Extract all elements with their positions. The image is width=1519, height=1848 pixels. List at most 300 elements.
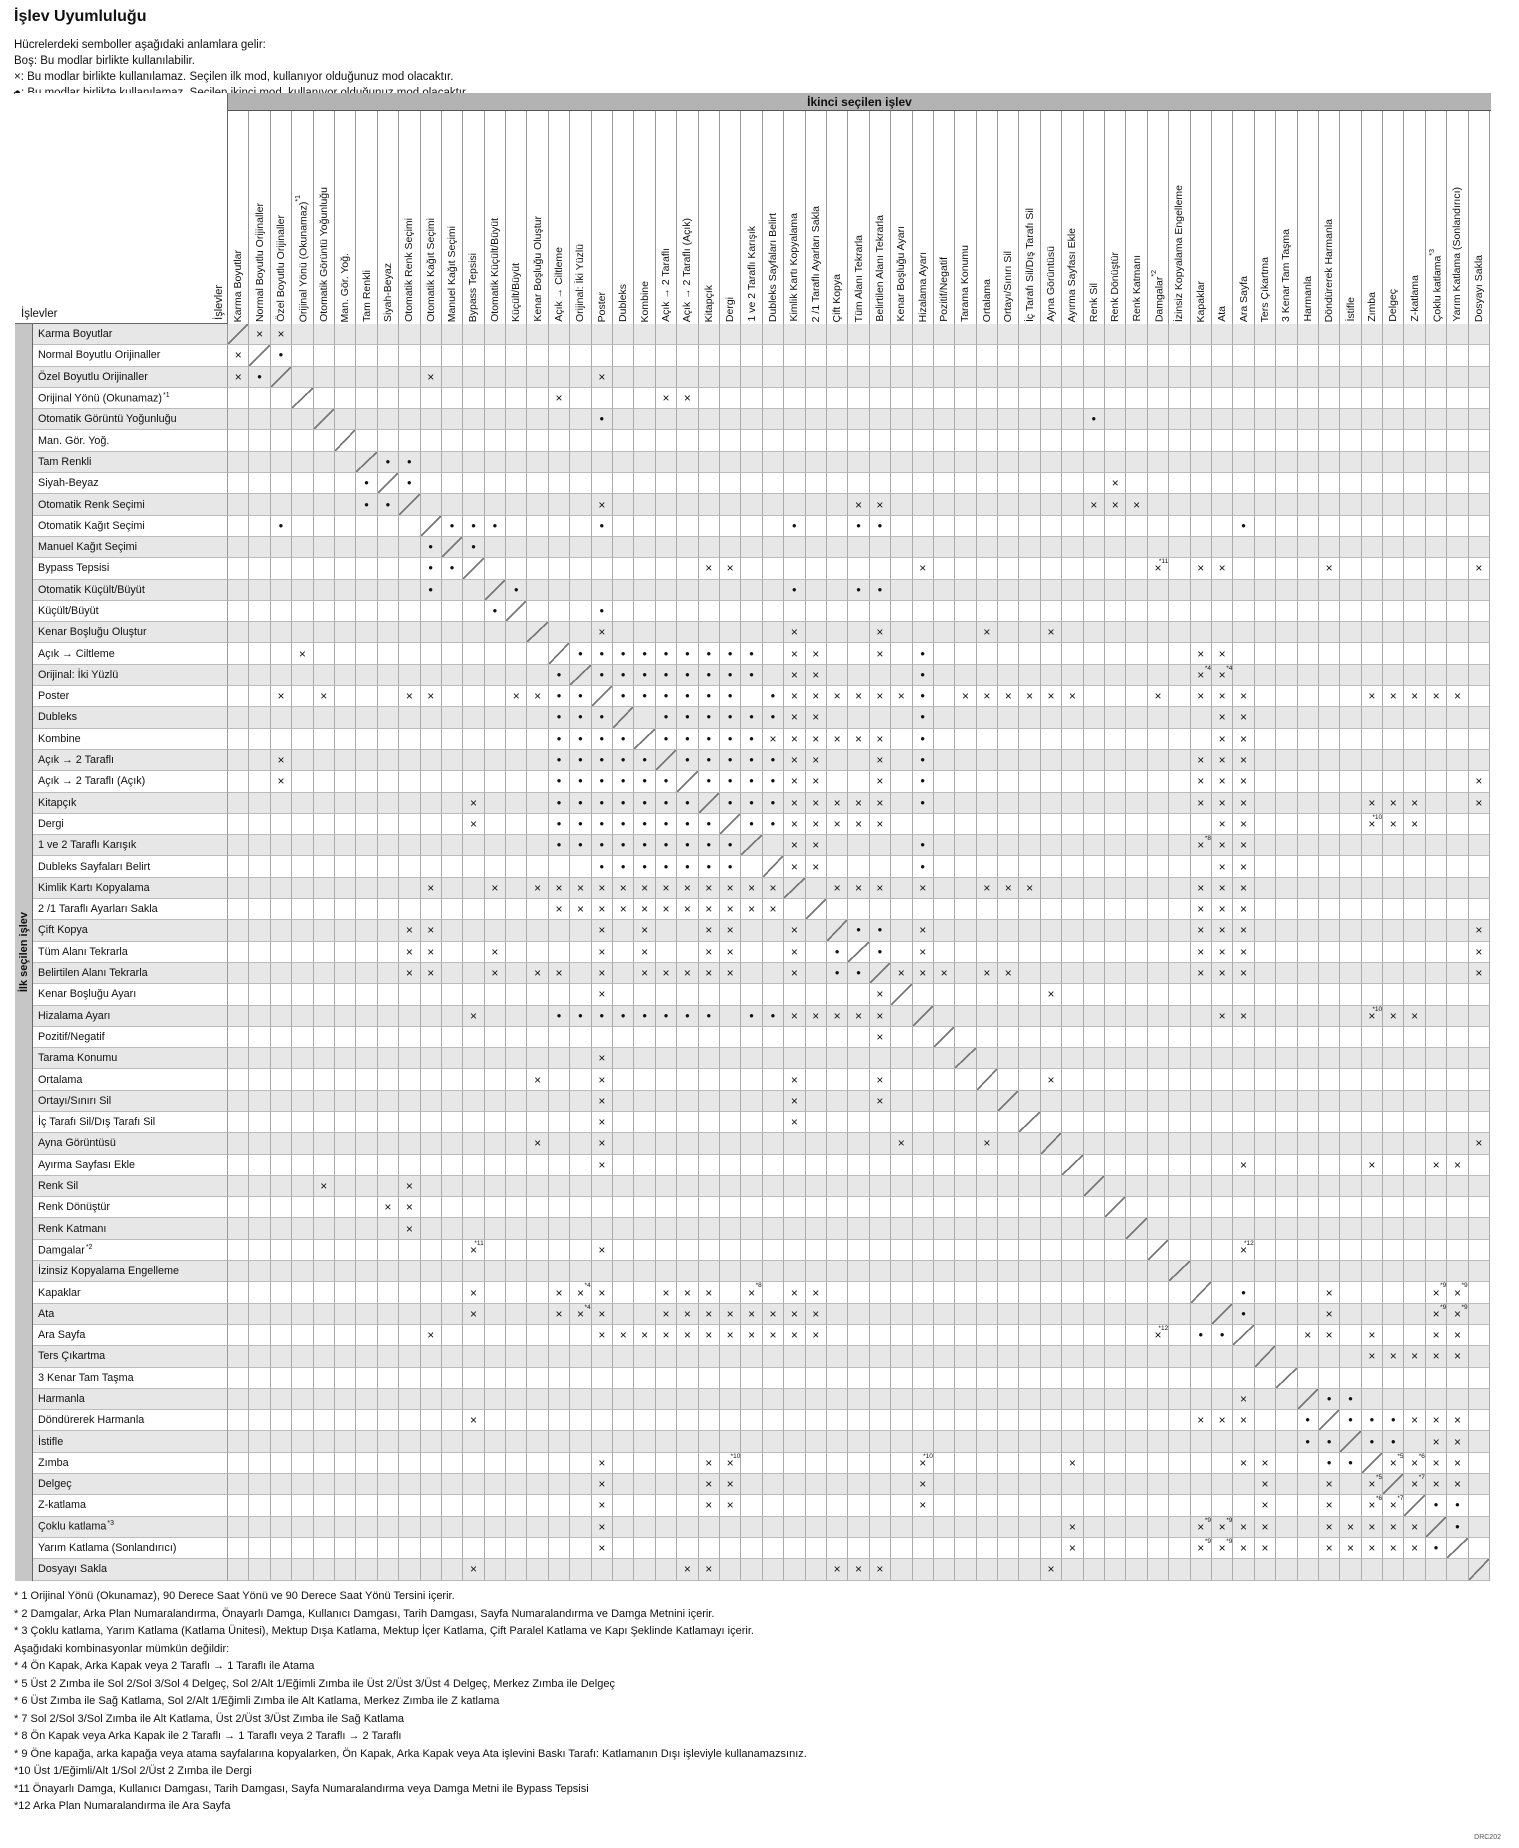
matrix-cell — [913, 537, 934, 558]
matrix-cell: × — [848, 878, 869, 899]
matrix-cell — [1340, 707, 1361, 728]
matrix-cell — [913, 1389, 934, 1410]
matrix-cell: ● — [1447, 1495, 1468, 1516]
matrix-cell — [891, 1091, 912, 1112]
matrix-cell — [506, 1389, 527, 1410]
matrix-cell — [378, 1517, 399, 1538]
matrix-cell — [827, 771, 848, 792]
matrix-cell — [1062, 729, 1083, 750]
matrix-cell — [1469, 1346, 1490, 1367]
matrix-cell — [506, 729, 527, 750]
matrix-cell — [848, 1325, 869, 1346]
matrix-cell — [335, 920, 356, 941]
matrix-cell — [1105, 878, 1126, 899]
matrix-cell — [1340, 1027, 1361, 1048]
matrix-cell — [1105, 643, 1126, 664]
matrix-cell: × — [827, 793, 848, 814]
matrix-cell — [1212, 1112, 1233, 1133]
matrix-cell — [891, 750, 912, 771]
matrix-cell — [442, 537, 463, 558]
matrix-cell — [1426, 729, 1447, 750]
matrix-cell — [1233, 984, 1254, 1005]
matrix-cell — [1041, 1112, 1062, 1133]
matrix-cell — [1469, 1006, 1490, 1027]
matrix-cell — [378, 878, 399, 899]
matrix-cell: ● — [1233, 1304, 1254, 1325]
matrix-cell: × — [1212, 643, 1233, 664]
matrix-cell — [292, 1155, 313, 1176]
matrix-cell — [1298, 601, 1319, 622]
matrix-cell: ● — [741, 750, 762, 771]
matrix-cell: × — [592, 1155, 613, 1176]
matrix-cell — [720, 1027, 741, 1048]
matrix-cell — [913, 1133, 934, 1154]
matrix-cell — [1062, 580, 1083, 601]
matrix-cell: × — [1191, 942, 1212, 963]
matrix-cell — [442, 1495, 463, 1516]
matrix-cell — [763, 856, 784, 877]
matrix-cell — [741, 1431, 762, 1452]
matrix-cell — [228, 1091, 249, 1112]
matrix-cell — [784, 1538, 805, 1559]
matrix-cell: ● — [827, 963, 848, 984]
matrix-cell: × — [613, 1325, 634, 1346]
matrix-cell — [763, 516, 784, 537]
matrix-cell — [335, 1559, 356, 1580]
matrix-cell — [1469, 1453, 1490, 1474]
matrix-cell — [442, 409, 463, 430]
matrix-cell — [784, 1559, 805, 1580]
table-row-38 — [33, 1112, 1490, 1133]
matrix-cell — [421, 1240, 442, 1261]
matrix-cell — [613, 707, 634, 728]
matrix-cell — [934, 942, 955, 963]
matrix-cell: × — [806, 665, 827, 686]
matrix-cell — [1298, 345, 1319, 366]
matrix-cell — [1404, 367, 1425, 388]
matrix-cell — [1255, 516, 1276, 537]
matrix-cell — [1404, 1495, 1425, 1516]
matrix-cell: × — [271, 771, 292, 792]
matrix-cell — [763, 1112, 784, 1133]
matrix-cell — [1148, 1431, 1169, 1452]
matrix-cell — [506, 452, 527, 473]
matrix-cell — [506, 601, 527, 622]
matrix-cell — [741, 1261, 762, 1282]
matrix-cell: × — [399, 942, 420, 963]
matrix-cell — [1148, 1410, 1169, 1431]
matrix-cell — [1404, 622, 1425, 643]
matrix-cell — [677, 771, 698, 792]
matrix-cell — [1276, 856, 1297, 877]
matrix-cell — [613, 1346, 634, 1367]
matrix-cell — [720, 1368, 741, 1389]
row-label-11: Manuel Kağıt Seçimi — [33, 537, 228, 558]
matrix-cell: × — [1233, 856, 1254, 877]
matrix-cell — [1362, 1091, 1383, 1112]
matrix-cell — [1169, 1006, 1190, 1027]
matrix-cell — [998, 1069, 1019, 1090]
matrix-cell — [870, 558, 891, 579]
matrix-cell — [1319, 1176, 1340, 1197]
matrix-cell — [228, 1282, 249, 1303]
matrix-cell: × — [1105, 494, 1126, 515]
matrix-cell — [934, 1261, 955, 1282]
matrix-cell — [1276, 1474, 1297, 1495]
matrix-cell — [356, 622, 377, 643]
matrix-cell — [741, 494, 762, 515]
matrix-cell — [1447, 1006, 1468, 1027]
matrix-cell — [977, 367, 998, 388]
matrix-cell — [677, 494, 698, 515]
matrix-cell — [891, 643, 912, 664]
matrix-cell: ● — [634, 793, 655, 814]
matrix-cell — [570, 1091, 591, 1112]
matrix-cell: ● — [656, 856, 677, 877]
matrix-cell — [1062, 856, 1083, 877]
matrix-cell — [891, 878, 912, 899]
matrix-cell: ● — [1362, 1410, 1383, 1431]
matrix-cell — [613, 494, 634, 515]
matrix-cell — [1340, 856, 1361, 877]
matrix-cell — [1469, 643, 1490, 664]
matrix-cell — [463, 1368, 484, 1389]
matrix-cell — [677, 516, 698, 537]
matrix-cell: × — [1191, 920, 1212, 941]
matrix-cell: × — [913, 942, 934, 963]
matrix-cell — [806, 1431, 827, 1452]
matrix-cell — [955, 494, 976, 515]
matrix-cell: × — [656, 1282, 677, 1303]
matrix-cell: × — [549, 899, 570, 920]
matrix-cell — [677, 601, 698, 622]
table-row-51 — [33, 1389, 1490, 1410]
matrix-cell — [1340, 750, 1361, 771]
matrix-cell — [485, 1069, 506, 1090]
matrix-cell — [1126, 1091, 1147, 1112]
matrix-cell — [1340, 1176, 1361, 1197]
matrix-cell — [549, 1325, 570, 1346]
matrix-cell — [1105, 1431, 1126, 1452]
table-row-52 — [33, 1410, 1490, 1431]
matrix-cell — [1362, 920, 1383, 941]
matrix-cell — [1169, 1474, 1190, 1495]
matrix-cell: × — [1426, 686, 1447, 707]
matrix-cell — [335, 1112, 356, 1133]
matrix-cell — [934, 1006, 955, 1027]
matrix-cell — [1255, 1304, 1276, 1325]
matrix-cell — [1404, 1431, 1425, 1452]
matrix-cell — [1169, 1218, 1190, 1239]
matrix-cell: × — [1426, 1155, 1447, 1176]
matrix-cell — [442, 1282, 463, 1303]
table-row-45 — [33, 1261, 1490, 1282]
matrix-cell — [314, 1495, 335, 1516]
matrix-cell: × — [998, 686, 1019, 707]
matrix-cell — [763, 622, 784, 643]
matrix-cell — [1298, 1155, 1319, 1176]
matrix-cell — [1041, 750, 1062, 771]
matrix-cell — [399, 345, 420, 366]
matrix-cell: × — [784, 856, 805, 877]
row-label-46: Kapaklar — [33, 1282, 228, 1303]
matrix-cell: × — [1041, 1069, 1062, 1090]
matrix-cell — [1447, 1091, 1468, 1112]
matrix-cell — [656, 409, 677, 430]
matrix-cell — [913, 324, 934, 345]
matrix-cell — [356, 771, 377, 792]
matrix-cell — [527, 1304, 548, 1325]
matrix-cell — [1041, 1431, 1062, 1452]
matrix-cell — [292, 1048, 313, 1069]
matrix-cell: × — [699, 1282, 720, 1303]
matrix-cell — [356, 367, 377, 388]
matrix-cell — [1126, 793, 1147, 814]
matrix-cell — [1105, 430, 1126, 451]
matrix-cell — [1191, 1368, 1212, 1389]
matrix-cell — [1447, 558, 1468, 579]
matrix-cell — [955, 814, 976, 835]
matrix-cell — [656, 537, 677, 558]
matrix-cell — [677, 1495, 698, 1516]
matrix-cell — [977, 516, 998, 537]
matrix-cell — [934, 793, 955, 814]
matrix-cell — [784, 1218, 805, 1239]
matrix-cell — [1319, 1346, 1340, 1367]
matrix-cell: × — [784, 814, 805, 835]
matrix-cell: × — [763, 1304, 784, 1325]
matrix-cell — [1062, 1006, 1083, 1027]
matrix-cell — [1105, 1346, 1126, 1367]
matrix-cell — [228, 1431, 249, 1452]
matrix-cell — [570, 920, 591, 941]
matrix-cell — [335, 1006, 356, 1027]
matrix-cell — [506, 516, 527, 537]
matrix-cell — [549, 1453, 570, 1474]
matrix-cell — [249, 601, 270, 622]
matrix-cell — [1084, 516, 1105, 537]
row-label-29: Çift Kopya — [33, 920, 228, 941]
matrix-cell — [934, 1133, 955, 1154]
matrix-cell — [634, 473, 655, 494]
matrix-cell — [506, 963, 527, 984]
matrix-cell — [827, 409, 848, 430]
matrix-cell: × — [592, 622, 613, 643]
matrix-cell — [1105, 920, 1126, 941]
matrix-cell: × — [1362, 1325, 1383, 1346]
matrix-cell — [292, 1240, 313, 1261]
matrix-cell: × — [1469, 942, 1490, 963]
matrix-cell — [549, 622, 570, 643]
matrix-cell — [1212, 1218, 1233, 1239]
matrix-cell — [399, 643, 420, 664]
matrix-cell — [1233, 1495, 1254, 1516]
matrix-cell — [506, 1368, 527, 1389]
matrix-cell: × $^{*4}$ — [570, 1304, 591, 1325]
matrix-cell: × — [784, 920, 805, 941]
matrix-cell — [1126, 920, 1147, 941]
matrix-cell — [1233, 1027, 1254, 1048]
matrix-cell — [378, 984, 399, 1005]
matrix-cell — [1019, 963, 1040, 984]
matrix-cell — [378, 516, 399, 537]
matrix-cell — [1383, 430, 1404, 451]
matrix-cell — [378, 1282, 399, 1303]
matrix-cell — [1383, 1368, 1404, 1389]
matrix-cell — [1340, 601, 1361, 622]
matrix-cell — [1041, 494, 1062, 515]
matrix-cell — [1469, 1368, 1490, 1389]
matrix-cell: × — [699, 1495, 720, 1516]
matrix-cell: ● — [549, 835, 570, 856]
matrix-cell — [421, 665, 442, 686]
matrix-cell — [1084, 942, 1105, 963]
matrix-cell: × — [870, 814, 891, 835]
matrix-cell — [1169, 1389, 1190, 1410]
matrix-cell — [228, 473, 249, 494]
matrix-cell — [1062, 1304, 1083, 1325]
matrix-cell — [955, 1325, 976, 1346]
matrix-cell — [1469, 1091, 1490, 1112]
matrix-cell — [913, 1091, 934, 1112]
matrix-cell: × — [677, 1304, 698, 1325]
matrix-cell — [977, 1027, 998, 1048]
matrix-cell — [1233, 622, 1254, 643]
matrix-cell — [806, 430, 827, 451]
matrix-cell — [977, 793, 998, 814]
matrix-cell — [613, 1197, 634, 1218]
matrix-cell — [934, 750, 955, 771]
matrix-cell — [891, 665, 912, 686]
matrix-cell — [485, 580, 506, 601]
matrix-cell — [934, 1197, 955, 1218]
matrix-cell — [356, 1325, 377, 1346]
matrix-cell: × — [1212, 814, 1233, 835]
matrix-cell — [1340, 367, 1361, 388]
matrix-cell — [399, 1474, 420, 1495]
matrix-cell — [399, 1261, 420, 1282]
matrix-cell — [934, 1517, 955, 1538]
matrix-cell — [271, 1091, 292, 1112]
matrix-cell — [1298, 1453, 1319, 1474]
matrix-cell — [870, 452, 891, 473]
matrix-cell — [1126, 835, 1147, 856]
matrix-cell — [1362, 1368, 1383, 1389]
matrix-cell — [1169, 963, 1190, 984]
matrix-cell — [1276, 1048, 1297, 1069]
matrix-cell — [1362, 473, 1383, 494]
matrix-cell — [613, 409, 634, 430]
matrix-cell: × — [1319, 1325, 1340, 1346]
matrix-cell — [292, 878, 313, 899]
matrix-cell — [1126, 665, 1147, 686]
matrix-cell — [1426, 899, 1447, 920]
matrix-cell — [870, 430, 891, 451]
matrix-cell — [314, 1346, 335, 1367]
matrix-cell — [741, 388, 762, 409]
matrix-cell — [827, 1069, 848, 1090]
matrix-cell — [763, 430, 784, 451]
matrix-cell — [249, 1474, 270, 1495]
matrix-cell — [1255, 1389, 1276, 1410]
matrix-cell — [527, 942, 548, 963]
matrix-cell — [527, 1346, 548, 1367]
matrix-cell: × — [1469, 1133, 1490, 1154]
matrix-cell: × $^{*7}$ — [1404, 1474, 1425, 1495]
matrix-cell — [1319, 1091, 1340, 1112]
matrix-cell — [1426, 473, 1447, 494]
matrix-cell — [1169, 622, 1190, 643]
table-row-6 — [33, 430, 1490, 451]
matrix-cell — [870, 409, 891, 430]
matrix-cell: × — [1255, 1538, 1276, 1559]
matrix-cell — [527, 1091, 548, 1112]
matrix-cell — [998, 516, 1019, 537]
matrix-cell — [442, 601, 463, 622]
matrix-cell — [1191, 409, 1212, 430]
matrix-cell — [1469, 856, 1490, 877]
matrix-cell — [1041, 729, 1062, 750]
matrix-cell — [1319, 793, 1340, 814]
matrix-cell — [1447, 345, 1468, 366]
matrix-cell — [1362, 984, 1383, 1005]
row-label-35: Tarama Konumu — [33, 1048, 228, 1069]
matrix-cell — [1191, 473, 1212, 494]
matrix-cell — [399, 601, 420, 622]
matrix-cell — [1276, 1218, 1297, 1239]
matrix-cell — [506, 643, 527, 664]
matrix-cell — [292, 430, 313, 451]
matrix-cell — [1062, 835, 1083, 856]
footnote-8: * 7 Sol 2/Sol 3/Sol Zımba ile Alt Katlama, Üst 2/Üst 3/Üst Zımba ile Sağ Katlama — [14, 1712, 405, 1725]
matrix-cell: × — [1233, 686, 1254, 707]
matrix-cell — [1041, 1027, 1062, 1048]
matrix-cell — [1126, 1389, 1147, 1410]
matrix-cell — [399, 1431, 420, 1452]
matrix-cell — [741, 1091, 762, 1112]
matrix-cell — [1404, 771, 1425, 792]
matrix-cell — [656, 473, 677, 494]
matrix-cell — [741, 1559, 762, 1580]
matrix-cell — [1447, 537, 1468, 558]
row-label-51: Harmanla — [33, 1389, 228, 1410]
matrix-cell: × — [592, 1240, 613, 1261]
matrix-cell — [356, 409, 377, 430]
col-header-51: Harmanla — [1298, 111, 1319, 324]
matrix-cell — [806, 1346, 827, 1367]
matrix-cell — [228, 771, 249, 792]
matrix-cell — [1233, 601, 1254, 622]
matrix-cell — [463, 601, 484, 622]
table-row-8 — [33, 473, 1490, 494]
matrix-cell — [1126, 1517, 1147, 1538]
matrix-cell: ● — [399, 473, 420, 494]
matrix-cell: × — [806, 793, 827, 814]
matrix-cell: × — [1469, 771, 1490, 792]
matrix-cell — [485, 729, 506, 750]
matrix-cell — [1169, 1453, 1190, 1474]
matrix-cell — [955, 750, 976, 771]
matrix-cell: ● — [442, 516, 463, 537]
matrix-cell — [485, 920, 506, 941]
matrix-cell — [1255, 1176, 1276, 1197]
matrix-cell — [827, 1304, 848, 1325]
matrix-cell — [763, 494, 784, 515]
matrix-cell — [1084, 1410, 1105, 1431]
matrix-cell — [421, 1431, 442, 1452]
matrix-cell: × — [1426, 1431, 1447, 1452]
matrix-cell: × $^{*9}$ — [1191, 1538, 1212, 1559]
